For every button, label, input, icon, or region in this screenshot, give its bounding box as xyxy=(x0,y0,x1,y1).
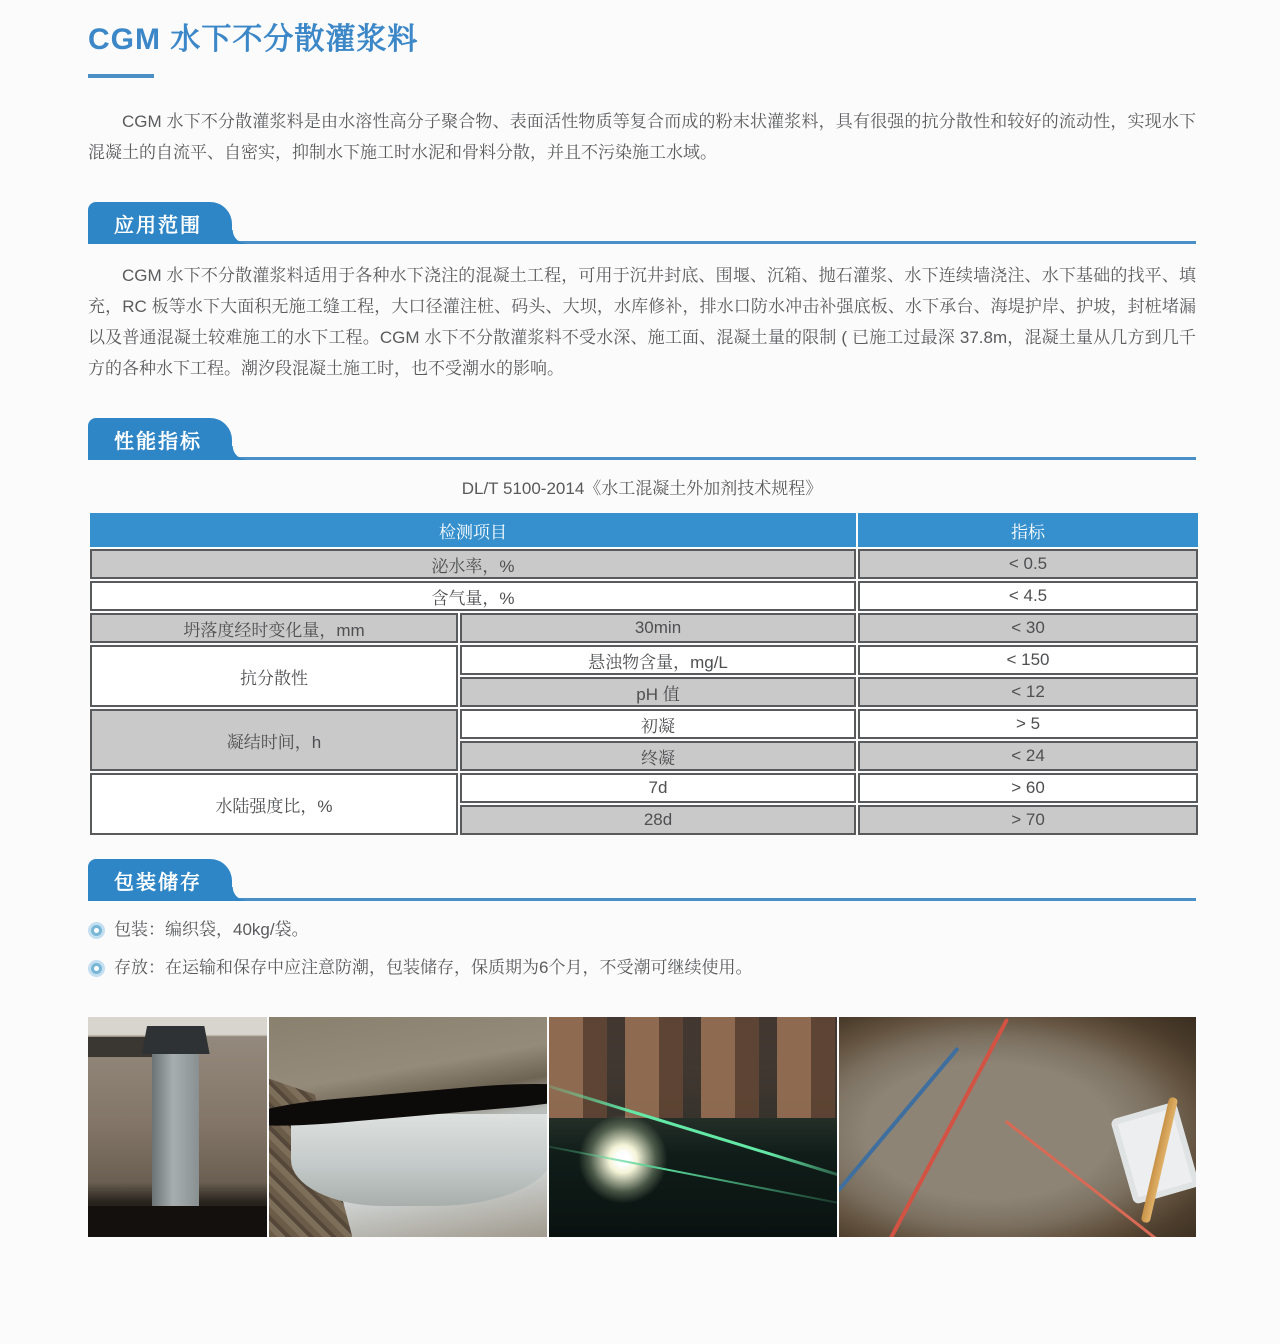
table-row xyxy=(90,613,1198,643)
title-underline xyxy=(88,74,154,78)
table-cell-value: > 5 xyxy=(858,709,1198,739)
photo-layer xyxy=(839,1046,960,1192)
ring-bullet-icon xyxy=(91,963,102,974)
bullet-text: 包装：编织袋，40kg/袋。 xyxy=(114,920,309,939)
bullet-item xyxy=(88,915,1196,945)
table-cell-value: < 4.5 xyxy=(858,581,1198,611)
intro-paragraph: CGM 水下不分散灌浆料是由水溶性高分子聚合物、表面活性物质等复合而成的粉末状灌浆料，具有很强的抗分散性和较好的流动性，实现水下混凝土的自流平、自密实，抑制水下施工时水泥和骨料分散，并且不污染施工水域。 xyxy=(88,112,1196,162)
table-cell-sub: 30min xyxy=(460,613,856,643)
table-cell-item: 水陆强度比，% xyxy=(90,773,458,835)
table-cell-item: 抗分散性 xyxy=(90,645,458,707)
table-cell-value: > 60 xyxy=(858,773,1198,803)
table-cell-item: 泌水率，% xyxy=(90,549,856,579)
table-cell-item: 凝结时间，h xyxy=(90,709,458,771)
photo-layer xyxy=(578,1114,668,1204)
table-cell-sub: 初凝 xyxy=(460,709,856,739)
table-cell-item: 坍落度经时变化量，mm xyxy=(90,613,458,643)
ring-bullet-icon xyxy=(91,925,102,936)
table-cell-sub: 悬浊物含量，mg/L xyxy=(460,645,856,675)
section-head-packaging xyxy=(88,859,1196,901)
table-cell-value: < 12 xyxy=(858,677,1198,707)
table-row xyxy=(90,581,1198,611)
photo-layer xyxy=(88,1206,267,1237)
table-cell-sub: 28d xyxy=(460,805,856,835)
bullet-item xyxy=(88,953,1196,983)
table-row xyxy=(90,709,1198,739)
photo-caisson-pit xyxy=(839,1017,1196,1237)
photo-layer xyxy=(291,1114,547,1206)
application-paragraph: CGM 水下不分散灌浆料适用于各种水下浇注的混凝土工程，可用于沉井封底、围堰、沉箱、抛石灌浆、水下连续墙浇注、水下基础的找平、填充，RC 板等水下大面积无施工缝工程，大口径灌注桩、码头、大坝，水库修补，排水口防水冲击补强底板、水下承台、海堤护岸、护坡，封桩堵漏以及普通混凝土较难施工的水下工程。CGM 水下不分散灌浆料不受水深、施工面、混凝土量的限制 ( 已施工过最深 37.8m，混凝土量从几方到几千方的各种水下工程。潮汐段混凝土施工时，也不受潮水的影响。 xyxy=(88,266,1196,378)
section-head-performance xyxy=(88,418,1196,460)
photo-layer xyxy=(549,1017,837,1118)
table-cell-value: > 70 xyxy=(858,805,1198,835)
photo-strip xyxy=(88,1017,1196,1237)
section-head-application xyxy=(88,202,1196,244)
section-badge-performance: 性能指标 xyxy=(88,418,232,460)
packaging-bullets xyxy=(88,915,1196,983)
table-header-row xyxy=(90,513,1198,547)
section-badge-application: 应用范围 xyxy=(88,202,232,244)
table-row xyxy=(90,549,1198,579)
table-cell-value: < 150 xyxy=(858,645,1198,675)
standard-caption: DL/T 5100-2014《水工混凝土外加剂技术规程》 xyxy=(461,479,823,498)
table-cell-value: < 24 xyxy=(858,741,1198,771)
table-row xyxy=(90,773,1198,803)
table-header-index: 指标 xyxy=(858,513,1198,547)
performance-table xyxy=(88,511,1200,837)
table-cell-value: < 30 xyxy=(858,613,1198,643)
photo-layer xyxy=(142,1026,210,1055)
table-cell-sub: 7d xyxy=(460,773,856,803)
table-row xyxy=(90,645,1198,675)
table-cell-sub: pH 值 xyxy=(460,677,856,707)
table-header-item: 检测项目 xyxy=(90,513,856,547)
bullet-text: 存放：在运输和保存中应注意防潮，包装储存，保质期为6个月，不受潮可继续使用。 xyxy=(114,958,753,977)
photo-grout-collar xyxy=(269,1017,547,1237)
section-badge-packaging: 包装储存 xyxy=(88,859,232,901)
photo-night-laser xyxy=(549,1017,837,1237)
photo-underwater-pile xyxy=(88,1017,267,1237)
page-title: CGM 水下不分散灌浆料 xyxy=(88,23,419,56)
table-cell-sub: 终凝 xyxy=(460,741,856,771)
photo-layer xyxy=(152,1048,199,1215)
photo-layer xyxy=(887,1018,1009,1237)
table-cell-value: < 0.5 xyxy=(858,549,1198,579)
table-cell-item: 含气量，% xyxy=(90,581,856,611)
